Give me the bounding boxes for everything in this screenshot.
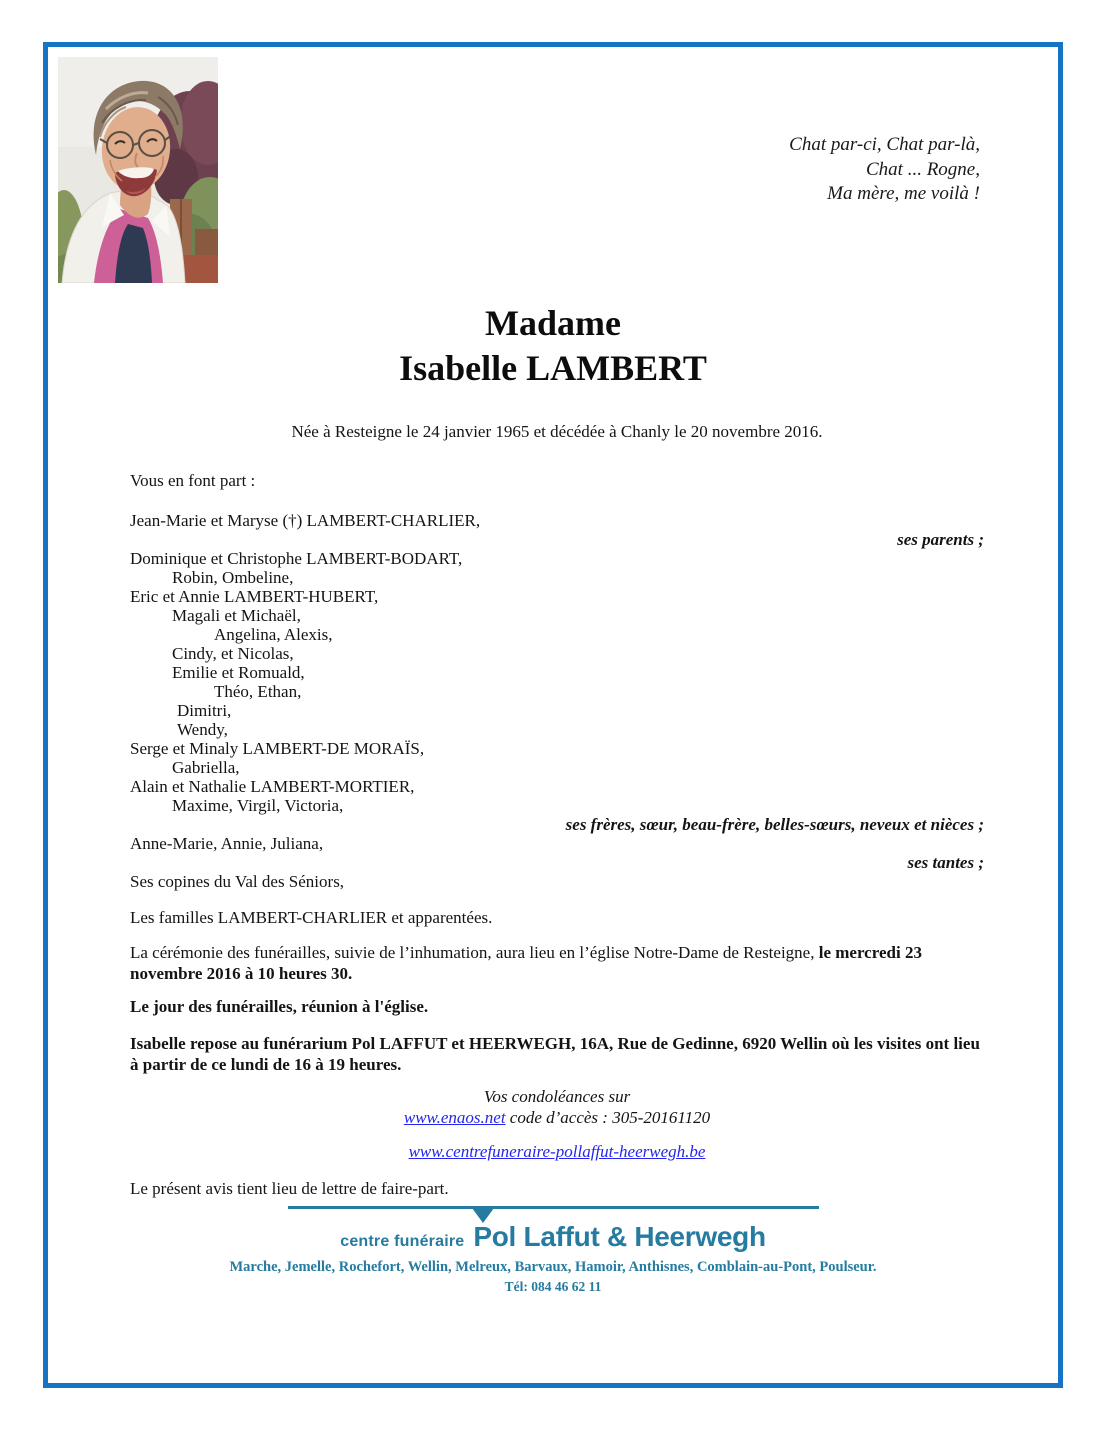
portrait-photo [58, 57, 218, 283]
legal-notice: Le présent avis tient lieu de lettre de faire-part. [130, 1179, 449, 1198]
family-line: Dominique et Christophe LAMBERT-BODART, [130, 549, 463, 568]
families-note: Les familles LAMBERT-CHARLIER et apparentées. [130, 908, 493, 927]
family-line: Ses copines du Val des Séniors, [130, 872, 345, 891]
brand-large-text: Pol Laffut & Heerwegh [473, 1221, 766, 1252]
family-line: Alain et Nathalie LAMBERT-MORTIER, [130, 777, 415, 796]
brand-large-label [473, 1221, 765, 1253]
family-line: Angelina, Alexis, [214, 625, 333, 644]
quote-line-1: Chat par-ci, Chat par-là, [789, 134, 980, 155]
ceremony-date-bold: le mercredi 23 novembre 2016 à 10 heures 30. [130, 943, 922, 983]
family-list [130, 511, 984, 891]
title-honorific: Madame [485, 303, 621, 343]
intro-line: Vous en font part : [130, 471, 256, 490]
logo-triangle-icon [472, 1208, 494, 1223]
condolences-intro: Vos condoléances sur [483, 1087, 631, 1106]
family-line: Jean-Marie et Maryse (†) LAMBERT-CHARLIER, [130, 511, 481, 530]
footer-divider [288, 1206, 819, 1209]
role-line-aunts: ses tantes ; [907, 853, 984, 872]
memorial-quote [789, 133, 980, 207]
role-line-parents: ses parents ; [897, 530, 984, 549]
funeral-home-logo [48, 1221, 1058, 1253]
family-line: Cindy, et Nicolas, [172, 644, 294, 663]
repose-paragraph: Isabelle repose au funérarium Pol LAFFUT et HEERWEGH, 16A, Rue de Gedinne, 6920 Wellin où les visites ont lieu à partir de ce lundi de 16 à 19 heures. [130, 1034, 980, 1074]
brand-small-label: centre funéraire [340, 1233, 465, 1250]
family-line: Serge et Minaly LAMBERT-DE MORAÏS, [130, 739, 425, 758]
ceremony-text: La cérémonie des funérailles, suivie de l’inhumation, aura lieu en l’église Notre-Dame de Resteigne, [130, 943, 819, 962]
funeral-home-link-line [130, 1141, 984, 1162]
family-line: Maxime, Virgil, Victoria, [172, 796, 344, 815]
ceremony-paragraph [130, 942, 984, 984]
family-line: Emilie et Romuald, [172, 663, 305, 682]
access-code: code d’accès : 305-20161120 [505, 1108, 711, 1127]
reunion-line: Le jour des funérailles, réunion à l'église. [130, 997, 429, 1016]
family-line: Gabriella, [172, 758, 240, 777]
quote-line-2: Chat ... Rogne, [866, 158, 980, 180]
funeral-home-link[interactable]: www.centrefuneraire-pollaffut-heerwegh.be [408, 1142, 706, 1161]
family-line: Théo, Ethan, [214, 682, 302, 701]
phone-line: Tél: 084 46 62 11 [504, 1279, 602, 1294]
locations-line: Marche, Jemelle, Rochefort, Wellin, Melreux, Barvaux, Hamoir, Anthisnes, Comblain-au-Pont, Poulseur. [229, 1259, 877, 1275]
portrait-illustration [58, 57, 218, 283]
condolences-access-line [130, 1107, 984, 1128]
role-line-siblings: ses frères, sœur, beau-frère, belles-sœurs, neveux et nièces ; [565, 815, 984, 834]
deceased-name: Isabelle LAMBERT [399, 348, 707, 388]
family-line: Robin, Ombeline, [172, 568, 294, 587]
family-line: Wendy, [177, 720, 228, 739]
condolences-block [130, 1086, 984, 1128]
quote-line-3: Ma mère, me voilà ! [827, 183, 980, 204]
enaos-link[interactable]: www.enaos.net [403, 1108, 506, 1127]
family-line: Anne-Marie, Annie, Juliana, [130, 834, 324, 853]
announcement-sheet [43, 42, 1063, 1388]
family-line: Eric et Annie LAMBERT-HUBERT, [130, 587, 379, 606]
family-line: Magali et Michaël, [172, 606, 301, 625]
birth-death-line: Née à Resteigne le 24 janvier 1965 et décédée à Chanly le 20 novembre 2016. [291, 422, 823, 441]
family-line: Dimitri, [177, 701, 232, 720]
